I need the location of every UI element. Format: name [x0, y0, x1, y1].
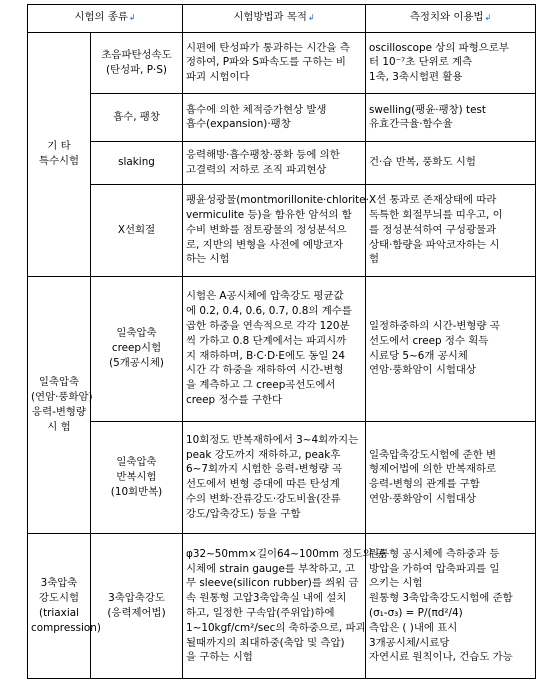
header-method: 시험방법과 목적↲ [183, 5, 366, 33]
table-row [28, 93, 536, 141]
test-name-cell: 일축압축 creep시험 (5개공시체) [91, 276, 183, 421]
table-row [28, 421, 536, 533]
usage-cell: 원통형 공시체에 측하중과 등 방압을 가하여 압축파괴를 일 으키는 시험 원통형 3축압축강도시험에 준함 (σ₁-σ₃) = P/(πd²/4) 측압은 ( )내에 표시 3개공시체/시료당 자연시료 원칙이나, 건습도 가능 [366, 533, 536, 678]
header-type: 시험의 종류↲ [28, 5, 183, 33]
method-cell: φ32~50mm×길이64~100mm 정도의 공 시체에 strain gauge를 부착하고, 고 무 sleeve(silicon rubber)를 씌워 금 속 원통형 고압3축압축실 내에 설치 하고, 일정한 구속압(주위압)하에 1~10kgf/cm²/sec의 축하중으로, 파괴 될때까지의 최대하중(축압 및 측압) 을 구하는 시험 [183, 533, 366, 678]
category-other: 기 타 특수시험 [28, 32, 91, 276]
method-cell: 10회정도 반복재하에서 3~4회까지는 peak 강도까지 재하하고, peak후 6~7회까지 시험한 응력-변형량 곡 선도에서 변형 증대에 따른 탄성계 수의 변화·잔류강도·강도비율(잔류 강도/압축강도) 등을 구함 [183, 421, 366, 533]
table-row [28, 276, 536, 421]
test-name-cell: 흡수, 팽창 [91, 93, 183, 141]
header-usage: 측정치와 이용법↲ [366, 5, 536, 33]
method-cell: 팽윤성광물(montmorillonite·chlorite· vermiculite 등)을 함유한 암석의 함 수비 변화를 점토광물의 정성분석으 로, 지반의 변형을 사전에 예방코자 하는 시험 [183, 184, 366, 276]
method-cell: 시험은 A공시체에 압축강도 평균값 에 0.2, 0.4, 0.6, 0.7, 0.8의 계수를 곱한 하중을 연속적으로 각각 120분 씩 가하고 0.8 단계에서는 파괴시까 지 재하하며, B·C·D·E에도 동일 24 시간 각 하중을 재하하여 시간-변형 을 계측하고 그 creep곡선도에서 creep 정수를 구한다 [183, 276, 366, 421]
table-row [28, 184, 536, 276]
test-name-cell: 초음파탄성속도 (탄성파, P·S) [91, 32, 183, 93]
category-uniaxial: 일축압축 (연암·풍화암) 응력-변형량 시 험 [28, 276, 91, 533]
table-row [28, 141, 536, 184]
test-method-table [27, 4, 536, 679]
header-row [28, 5, 536, 33]
method-cell: 시편에 탄성파가 통과하는 시간을 측 정하여, P파와 S파속도를 구하는 비 파괴 시험이다 [183, 32, 366, 93]
test-name-cell: slaking [91, 141, 183, 184]
test-name-cell: 일축압축 반복시험 (10회반복) [91, 421, 183, 533]
usage-cell: oscilloscope 상의 파형으로부 터 10⁻⁷초 단위로 계측 1축, 3축시험편 활용 [366, 32, 536, 93]
usage-cell: 일축압축강도시험에 준한 변 형제어법에 의한 반복재하로 응력-변형의 관계를 구함 연암·풍화암이 시험대상 [366, 421, 536, 533]
table-row [28, 533, 536, 678]
usage-cell: 건·습 반복, 풍화도 시험 [366, 141, 536, 184]
usage-cell: 일정하중하의 시간-변형량 곡 선도에서 creep 정수 획득 시료당 5~6개 공시체 연암·풍화암이 시험대상 [366, 276, 536, 421]
usage-cell: X선 통과로 존재상태에 따라 독특한 회절무늬를 띠우고, 이 를 정성분석하여 구성광물과 상태·함량을 파악코자하는 시 험 [366, 184, 536, 276]
test-name-cell: X선회절 [91, 184, 183, 276]
usage-cell: swelling(팽윤·팽창) test 유효간극율·함수율 [366, 93, 536, 141]
test-name-cell: 3축압축강도 (응력제어법) [91, 533, 183, 678]
method-cell: 흡수에 의한 체적증가현상 발생 흡수(expansion)·팽창 [183, 93, 366, 141]
table-row [28, 32, 536, 93]
category-triaxial: 3축압축 강도시험 (triaxial compression) [28, 533, 91, 678]
method-cell: 응력해방·흡수팽창·풍화 등에 의한 고결력의 저하로 조직 파괴현상 [183, 141, 366, 184]
